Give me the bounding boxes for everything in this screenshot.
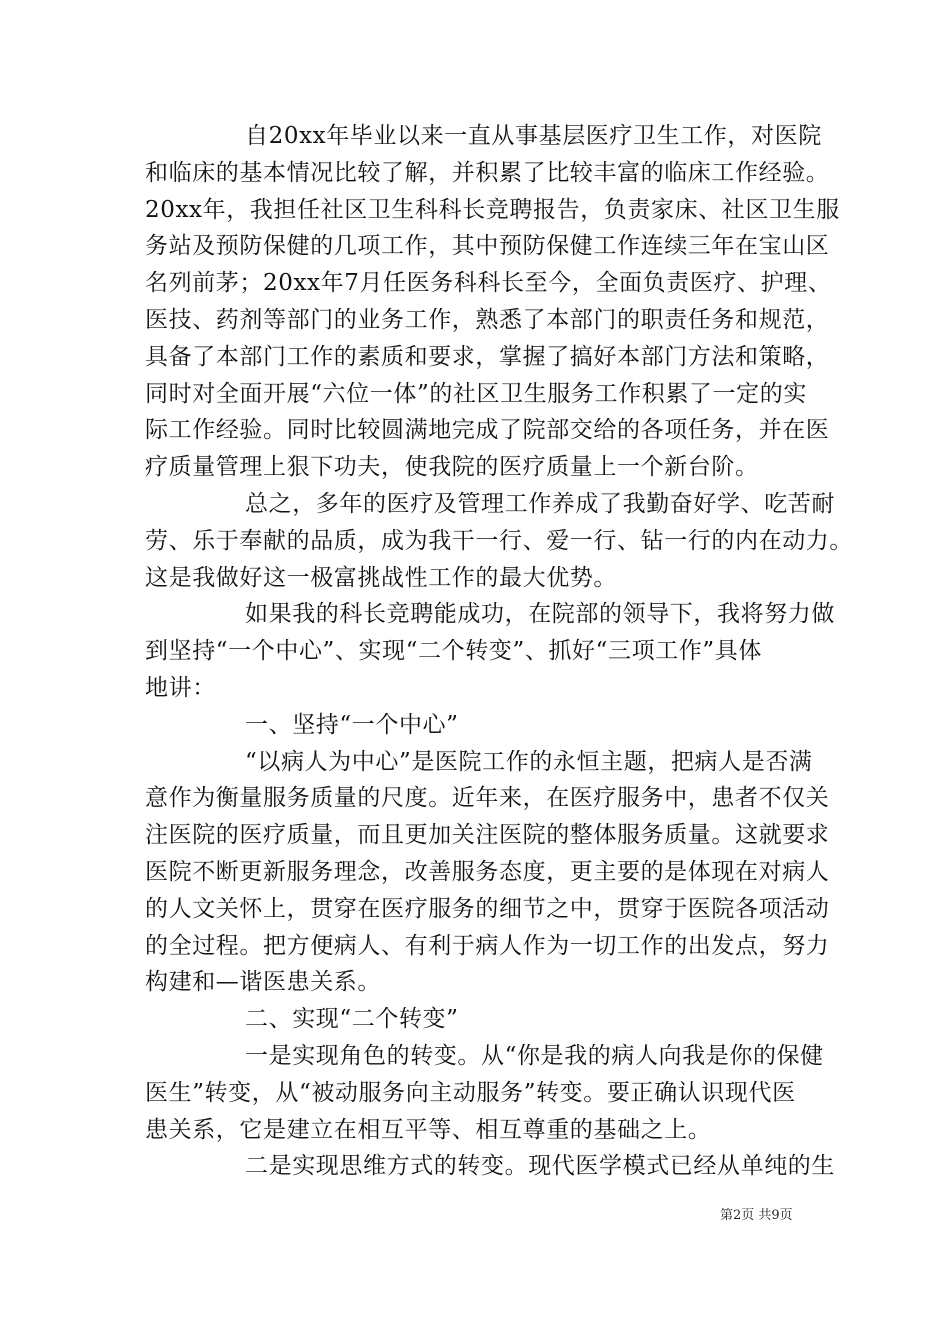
text-line: 总之，多年的医疗及管理工作养成了我勤奋好学、吃苦耐 <box>245 490 835 517</box>
text-line: 际工作经验。同时比较圆满地完成了院部交给的各项任务，并在医 <box>145 417 830 444</box>
text-line: 和临床的基本情况比较了解，并积累了比较丰富的临床工作经验。 <box>145 159 830 186</box>
text-line: 注医院的医疗质量，而且更加关注医院的整体服务质量。这就要求 <box>145 822 830 849</box>
text-line: 同时对全面开展“六位一体”的社区卫生服务工作积累了一定的实 <box>145 380 807 407</box>
page-number: 第2页 共9页 <box>720 1208 793 1223</box>
text-line: 二、实现“二个转变” <box>245 1006 459 1033</box>
text-line: 自20xx年毕业以来一直从事基层医疗卫生工作，对医院 <box>245 123 822 149</box>
text-line: 地讲： <box>145 674 216 701</box>
text-line: 这是我做好这一极富挑战性工作的最大优势。 <box>145 564 617 591</box>
text-line: 构建和—谐医患关系。 <box>145 969 381 996</box>
text-line: 疗质量管理上狠下功夫，使我院的医疗质量上一个新台阶。 <box>145 454 759 481</box>
text-line: 劳、乐于奉献的品质，成为我干一行、爱一行、钻一行的内在动力。 <box>145 527 853 554</box>
text-line: 到坚持“一个中心”、实现“二个转变”、抓好“三项工作”具体 <box>145 638 762 665</box>
text-line: 的全过程。把方便病人、有利于病人作为一切工作的出发点，努力 <box>145 932 830 959</box>
text-line: 医生”转变，从“被动服务向主动服务”转变。要正确认识现代医 <box>145 1079 796 1106</box>
text-line: 患关系，它是建立在相互平等、相互尊重的基础之上。 <box>145 1116 712 1143</box>
text-line: 20xx年，我担任社区卫生科科长竞聘报告，负责家床、社区卫生服 <box>145 196 840 223</box>
text-line: “以病人为中心”是医院工作的永恒主题，把病人是否满 <box>245 748 813 775</box>
text-line: 如果我的科长竞聘能成功，在院部的领导下，我将努力做 <box>245 601 835 628</box>
document-body <box>145 118 853 1185</box>
text-line: 一是实现角色的转变。从“你是我的病人向我是你的保健 <box>245 1042 824 1069</box>
text-line: 一、坚持“一个中心” <box>245 711 459 738</box>
text-line: 医技、药剂等部门的业务工作，熟悉了本部门的职责任务和规范， <box>145 306 830 333</box>
text-line: 务站及预防保健的几项工作，其中预防保健工作连续三年在宝山区 <box>145 233 830 260</box>
text-line: 名列前茅；20xx年7月任医务科科长至今，全面负责医疗、护理、 <box>145 270 832 297</box>
text-line: 意作为衡量服务质量的尺度。近年来，在医疗服务中，患者不仅关 <box>145 785 830 812</box>
text-line: 二是实现思维方式的转变。现代医学模式已经从单纯的生 <box>245 1153 835 1180</box>
text-line: 具备了本部门工作的素质和要求，掌握了搞好本部门方法和策略， <box>145 343 830 370</box>
text-line: 的人文关怀上，贯穿在医疗服务的细节之中，贯穿于医院各项活动 <box>145 895 830 922</box>
text-line: 医院不断更新服务理念，改善服务态度，更主要的是体现在对病人 <box>145 858 830 885</box>
